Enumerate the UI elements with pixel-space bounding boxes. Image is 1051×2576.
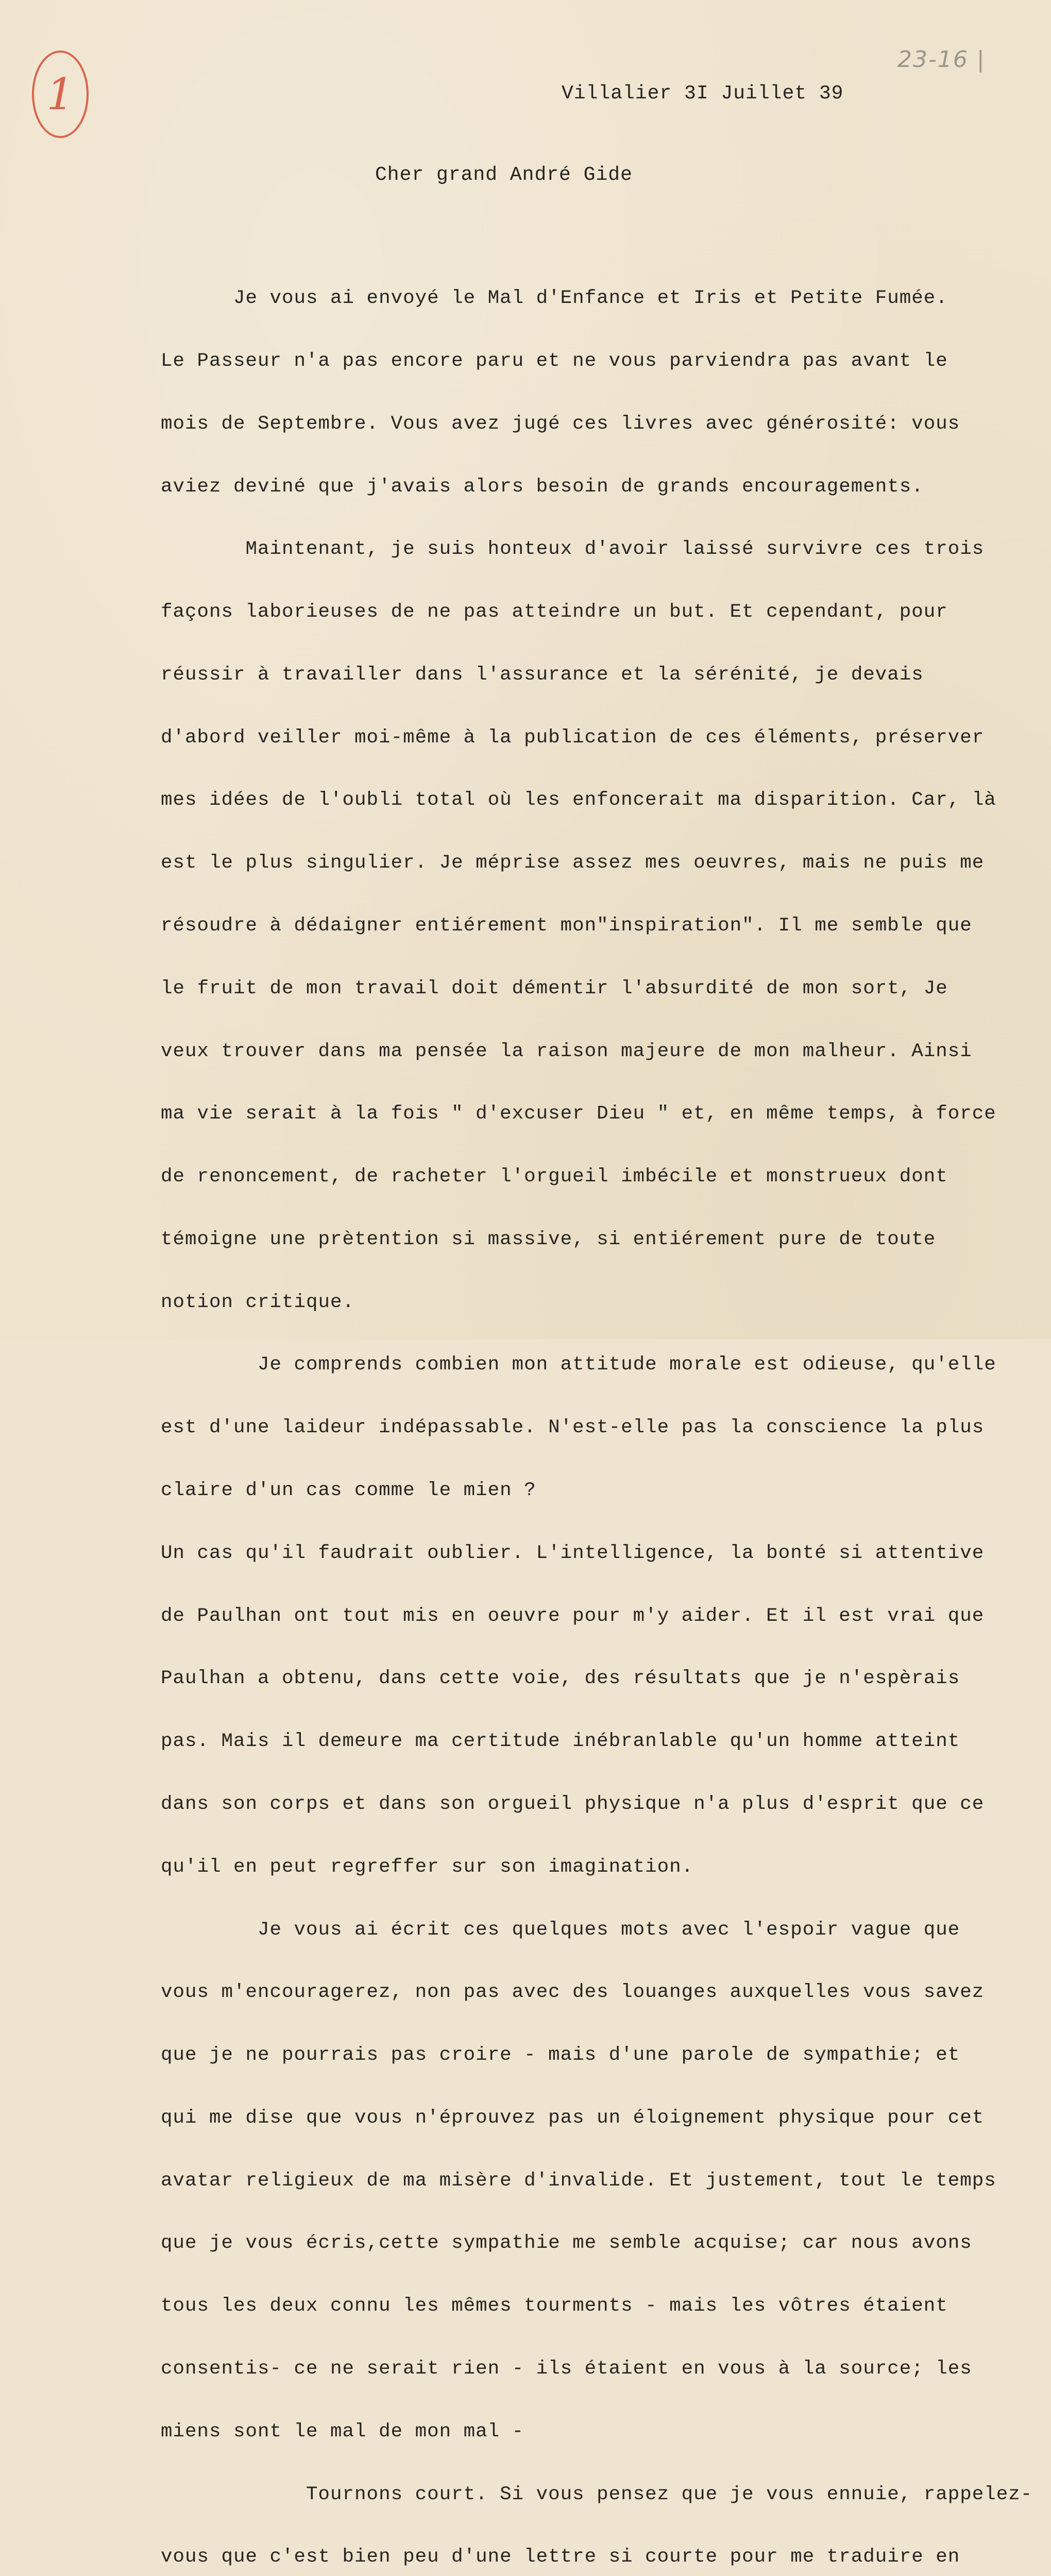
letter-line: que je vous écris,cette sympathie me semble acquise; car nous avons (161, 2232, 972, 2255)
letter-dateline: Villalier 3I Juillet 39 (562, 82, 844, 105)
letter-line: Tournons court. Si vous pensez que je vous ennuie, rappelez- (161, 2483, 1033, 2505)
letter-line: aviez deviné que j'avais alors besoin de grands encouragements. (161, 476, 924, 498)
letter-line: claire d'un cas comme le mien ? (161, 1480, 536, 1502)
letter-line: consentis- ce ne serait rien - ils étaient en vous à la source; les (161, 2358, 972, 2380)
letter-line: Je comprends combien mon attitude morale est odieuse, qu'elle (161, 1354, 996, 1376)
letter-line: est le plus singulier. Je méprise assez mes oeuvres, mais ne puis me (161, 852, 985, 874)
letter-salutation: Cher grand André Gide (375, 164, 633, 186)
letter-line: Paulhan a obtenu, dans cette voie, des résultats que je n'espèrais (161, 1668, 960, 1690)
letter-line: Je vous ai envoyé le Mal d'Enfance et Iris et Petite Fumée. (161, 287, 948, 310)
letter-line: Maintenant, je suis honteux d'avoir laissé survivre ces trois (161, 538, 985, 561)
letter-line: miens sont le mal de mon mal - (161, 2420, 524, 2443)
letter-line: notion critique. (161, 1291, 355, 1313)
archive-reference: 23-16 | (897, 46, 986, 73)
letter-line: pas. Mais il demeure ma certitude inébranlable qu'un homme atteint (161, 1731, 960, 1753)
letter-line: Le Passeur n'a pas encore paru et ne vous parviendra pas avant le (161, 350, 948, 372)
letter-line: dans son corps et dans son orgueil physique n'a plus d'esprit que ce (161, 1793, 985, 1815)
letter-line: de renoncement, de racheter l'orgueil imbécile et monstrueux dont (161, 1166, 948, 1188)
letter-line: Un cas qu'il faudrait oublier. L'intelligence, la bonté si attentive (161, 1542, 985, 1564)
letter-line: avatar religieux de ma misère d'invalide. Et justement, tout le temps (161, 2170, 996, 2192)
page-number-circled: 1 (46, 69, 74, 120)
letter-line: d'abord veiller moi-même à la publication de ces éléments, préserver (161, 726, 985, 749)
letter-line: témoigne une prètention si massive, si entiérement pure de toute (161, 1228, 936, 1250)
letter-line: réussir à travailler dans l'assurance et la sérénité, je devais (161, 664, 924, 686)
letter-line: Je vous ai écrit ces quelques mots avec l'espoir vague que (161, 1919, 960, 1941)
letter-line: mes idées de l'oubli total où les enfoncerait ma disparition. Car, là (161, 789, 996, 811)
letter-line: vous que c'est bien peu d'une lettre si courte pour me traduire en (161, 2546, 960, 2568)
letter-line: de Paulhan ont tout mis en oeuvre pour m'y aider. Et il est vrai que (161, 1605, 985, 1627)
letter-line: résoudre à dédaigner entiérement mon"inspiration". Il me semble que (161, 915, 972, 937)
letter-line: tous les deux connu les mêmes tourments - mais les vôtres étaient (161, 2295, 948, 2317)
letter-line: qu'il en peut regreffer sur son imagination. (161, 1856, 694, 1878)
letter-line: façons laborieuses de ne pas atteindre un but. Et cependant, pour (161, 601, 948, 623)
letter-line: vous m'encouragerez, non pas avec des louanges auxquelles vous savez (161, 1981, 985, 2004)
letter-line: veux trouver dans ma pensée la raison majeure de mon malheur. Ainsi (161, 1040, 972, 1062)
letter-line: qui me dise que vous n'éprouvez pas un éloignement physique pour cet (161, 2107, 985, 2129)
letter-line: est d'une laideur indépassable. N'est-elle pas la conscience la plus (161, 1417, 985, 1439)
letter-body (161, 246, 1037, 2576)
letter-line: que je ne pourrais pas croire - mais d'une parole de sympathie; et (161, 2044, 960, 2066)
letter-line: mois de Septembre. Vous avez jugé ces livres avec générosité: vous (161, 413, 960, 435)
letter-line: le fruit de mon travail doit démentir l'absurdité de mon sort, Je (161, 977, 948, 999)
letter-line: ma vie serait à la fois " d'excuser Dieu " et, en même temps, à force (161, 1103, 996, 1125)
